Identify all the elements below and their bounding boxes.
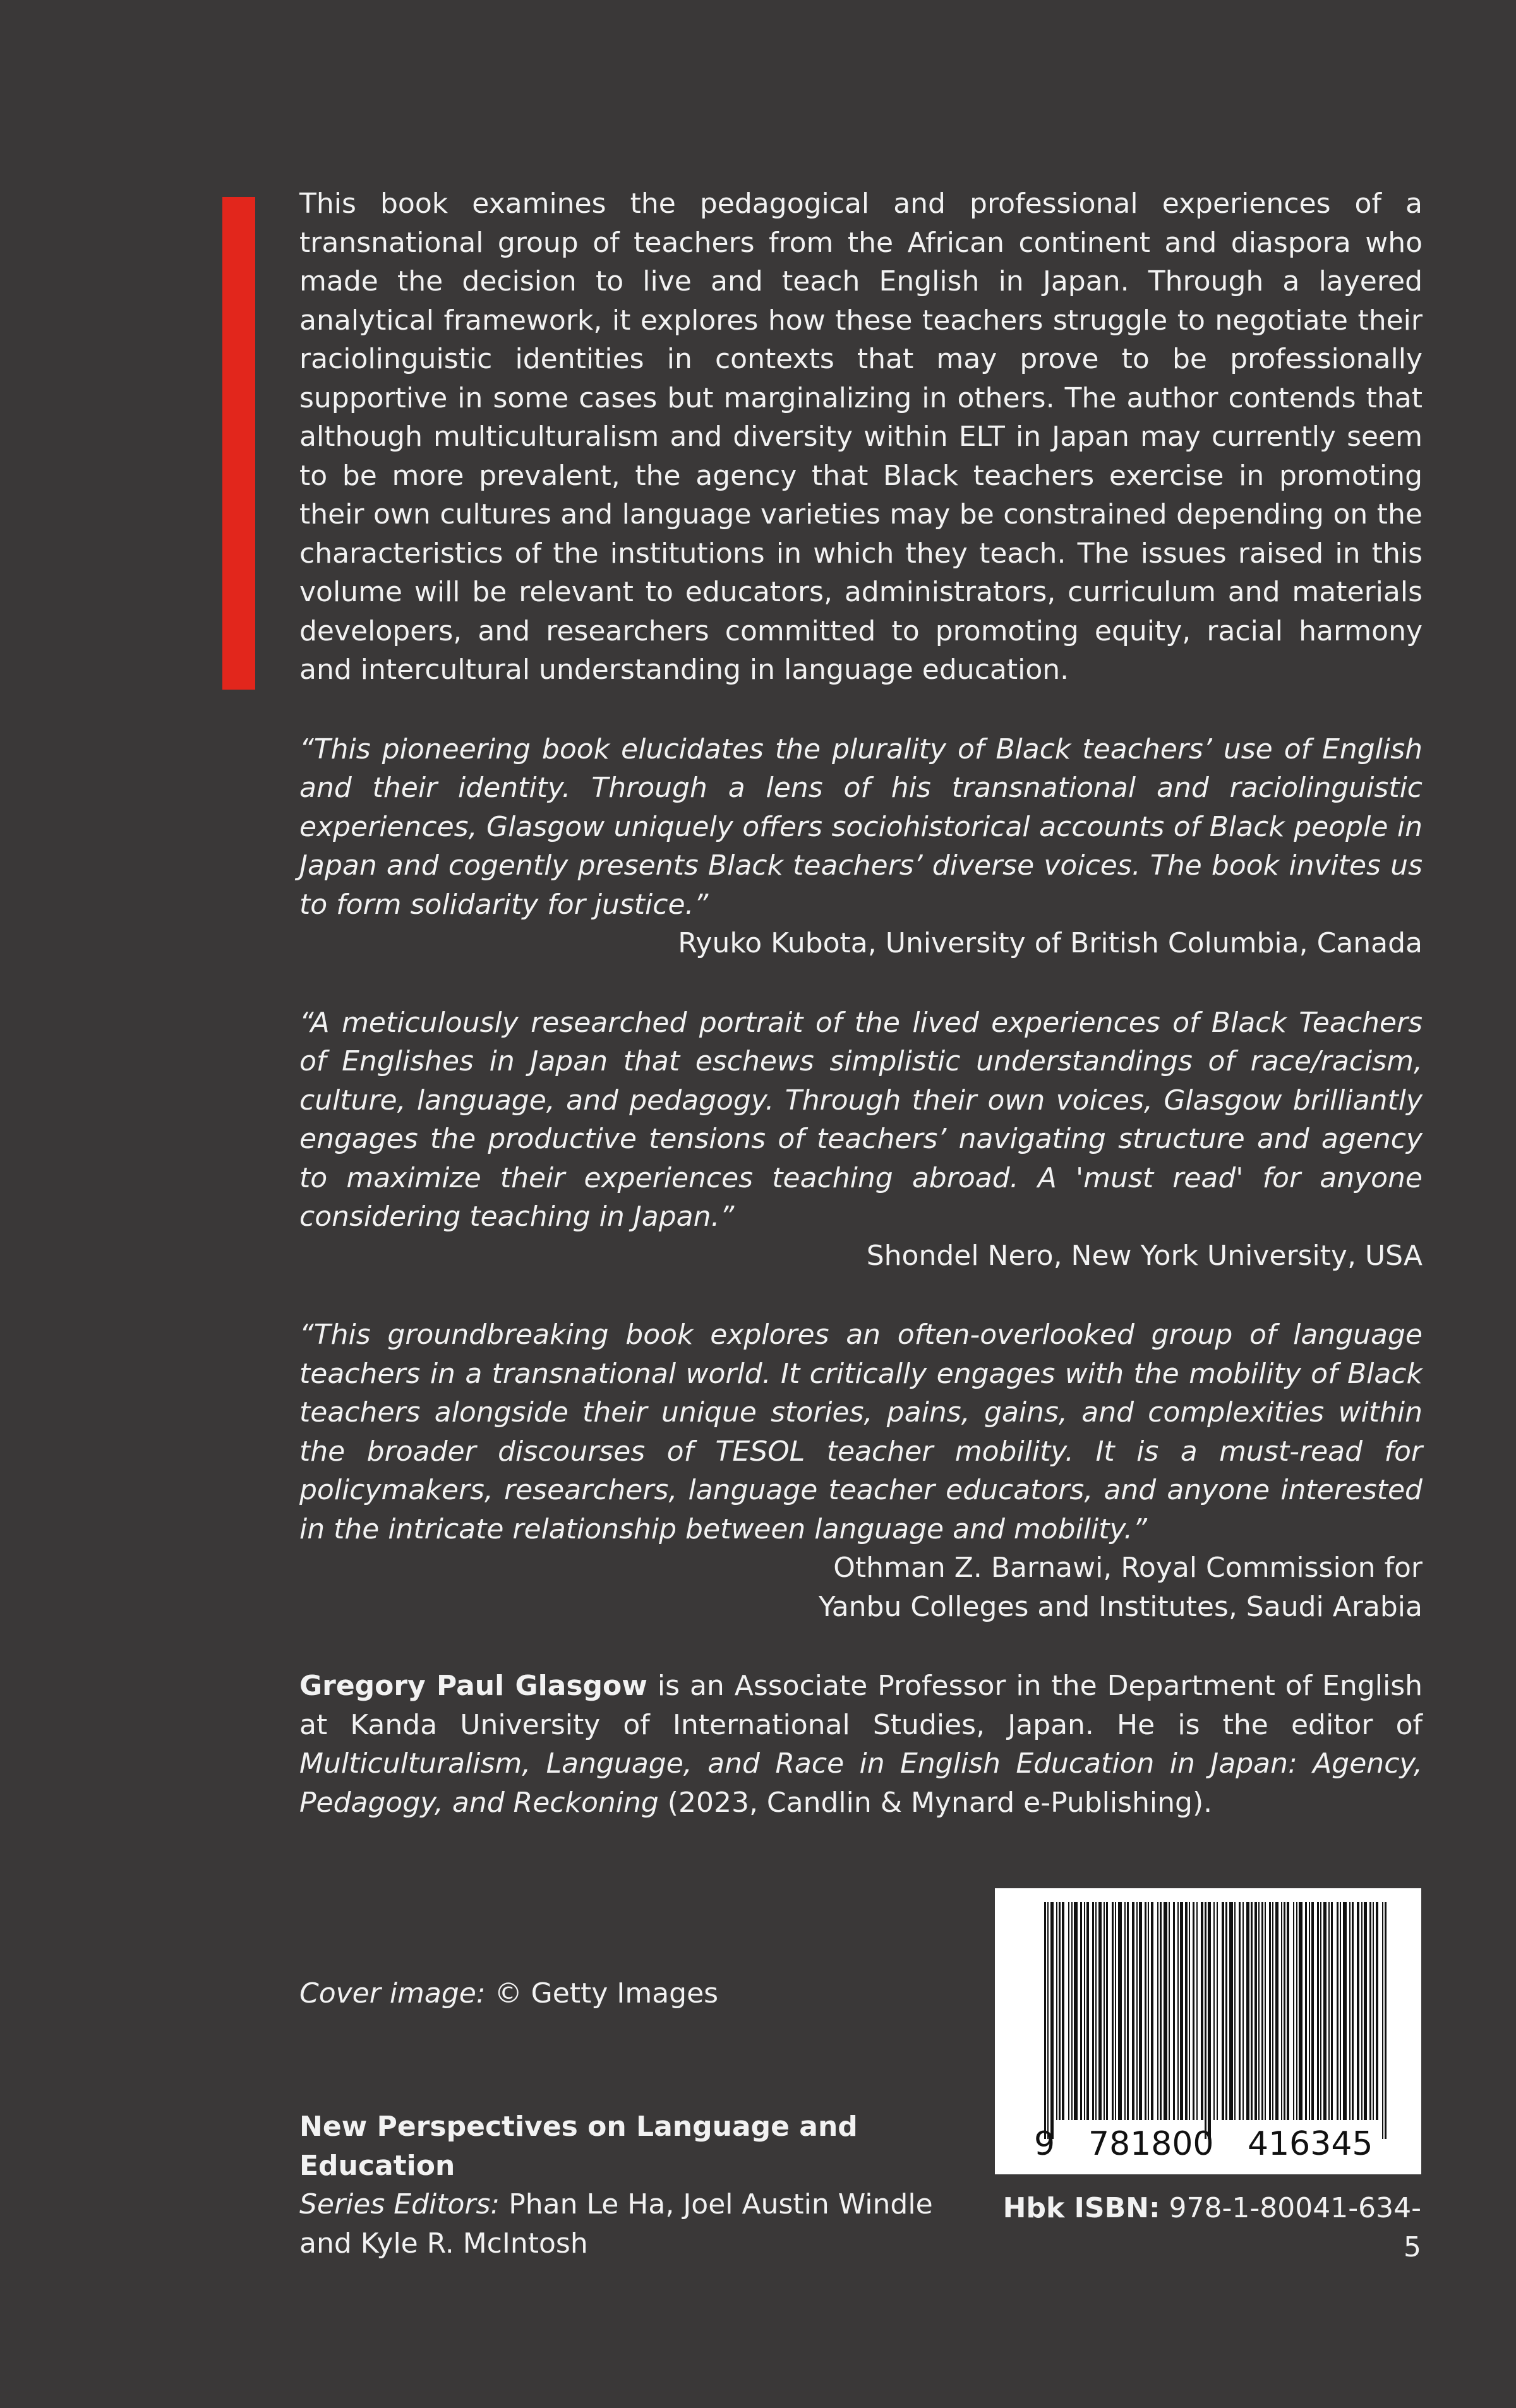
barcode-bar bbox=[1062, 1902, 1064, 2120]
endorsement-attribution: Shondel Nero, New York University, USA bbox=[866, 1239, 1423, 1272]
book-description: This book examines the pedagogical and professional experiences of a transnational group of teachers from the African continent and diaspora who made the decision to live and teach English in Japan. Through a layered analytical framework, it explores how these teachers struggle to negotiate their raciolinguistic identities in contexts that may prove to be professionally supportive in some cases but marginalizing in others. The author contends that although multiculturalism and diversity within ELT in Japan may currently seem to be more prevalent, the agency that Black teachers exercise in promoting their own cultures and language varieties may be constrained depending on the characteristics of the institutions in which they teach. The issues raised in this volume will be relevant to educators, administrators, curriculum and materials developers, and researchers committed to promoting equity, racial harmony and intercultural understanding in language education. bbox=[299, 188, 1423, 686]
barcode-bar bbox=[1349, 1902, 1351, 2120]
barcode-bar bbox=[1225, 1902, 1227, 2120]
cover-credit-label: Cover image: bbox=[299, 1977, 486, 2010]
series-editors-names: Phan Le Ha, Joel Austin Windle bbox=[500, 2188, 933, 2220]
barcode-bar bbox=[1275, 1902, 1278, 2120]
barcode-bar bbox=[1056, 1902, 1057, 2120]
endorsement-attribution: Ryuko Kubota, University of British Columbia, Canada bbox=[678, 927, 1423, 959]
barcode-bar bbox=[1343, 1902, 1347, 2120]
barcode-bar bbox=[1311, 1902, 1314, 2120]
barcode-digits bbox=[995, 2125, 1421, 2167]
barcode-digit-lead: 9 bbox=[1034, 2125, 1056, 2163]
endorsement-1 bbox=[299, 730, 1423, 963]
barcode-bar bbox=[1239, 1902, 1241, 2120]
series-editors-line-1 bbox=[299, 2185, 963, 2224]
barcode-bar bbox=[1160, 1902, 1162, 2120]
barcode-bar bbox=[1115, 1902, 1116, 2120]
barcode bbox=[995, 1888, 1421, 2174]
bio-text-1: is an Associate Professor in the Department of English at Kanda University of International Studies, Japan. He is the editor of bbox=[299, 1670, 1423, 1741]
barcode-bar bbox=[1044, 1902, 1046, 2139]
barcode-bar bbox=[1177, 1902, 1179, 2120]
barcode-bar bbox=[1145, 1902, 1146, 2120]
barcode-bar bbox=[1357, 1902, 1359, 2120]
barcode-bar bbox=[1164, 1902, 1167, 2120]
series-info bbox=[299, 2107, 963, 2263]
series-editors-label: Series Editors: bbox=[299, 2188, 500, 2220]
series-title: New Perspectives on Language and Education bbox=[299, 2111, 858, 2182]
barcode-bar bbox=[1104, 1902, 1105, 2120]
barcode-bar bbox=[1261, 1902, 1263, 2120]
barcode-bar bbox=[1299, 1902, 1302, 2120]
barcode-bar bbox=[1059, 1902, 1061, 2120]
barcode-bar bbox=[1229, 1902, 1233, 2120]
barcode-bar bbox=[1246, 1902, 1249, 2120]
cover-credit-value: © Getty Images bbox=[485, 1977, 719, 2010]
barcode-bar bbox=[1151, 1902, 1153, 2120]
barcode-bar bbox=[1068, 1902, 1069, 2120]
barcode-bar bbox=[1189, 1902, 1190, 2120]
endorsement-attribution-line-1: Othman Z. Barnawi, Royal Commission for bbox=[833, 1552, 1423, 1584]
edited-book-title: Multiculturalism, Language, and Race in English Education in Japan: Agency, Pedagogy, and Reckoning bbox=[299, 1747, 1423, 1819]
barcode-bar bbox=[1136, 1902, 1138, 2120]
author-name: Gregory Paul Glasgow bbox=[299, 1670, 647, 1702]
barcode-digit-group-2: 416345 bbox=[1248, 2125, 1373, 2163]
endorsement-quote: “A meticulously researched portrait of the lived experiences of Black Teachers of Englishes in Japan that eschews simplistic understandings of race/racism, culture, language, and pedagogy. Through their own voices, Glasgow brilliantly engages the productive tensions of teachers’ navigating structure and agency to maximize their experiences teaching abroad. A 'must read' for anyone considering teaching in Japan.” bbox=[299, 1006, 1423, 1233]
endorsement-quote: “This pioneering book elucidates the plurality of Black teachers’ use of English and their identity. Through a lens of his transnational and raciolinguistic experiences, Glasgow uniquely offers sociohistorical accounts of Black people in Japan and cogently presents Black teachers’ diverse voices. The book invites us to form solidarity for justice.” bbox=[299, 733, 1423, 921]
barcode-bar bbox=[1272, 1902, 1273, 2120]
barcode-bar bbox=[1309, 1902, 1310, 2120]
barcode-bar bbox=[1265, 1902, 1266, 2120]
endorsement-3 bbox=[299, 1315, 1423, 1626]
barcode-bar bbox=[1095, 1902, 1097, 2120]
barcode-bar bbox=[1086, 1902, 1089, 2120]
barcode-bar bbox=[1361, 1902, 1363, 2120]
barcode-bar bbox=[1373, 1902, 1374, 2120]
barcode-bar bbox=[1320, 1902, 1321, 2120]
author-bio bbox=[299, 1667, 1423, 1822]
isbn bbox=[995, 2189, 1421, 2267]
barcode-bar bbox=[1382, 1902, 1383, 2139]
barcode-bar bbox=[1217, 1902, 1218, 2120]
barcode-bar bbox=[1185, 1902, 1188, 2120]
barcode-bar bbox=[1369, 1902, 1371, 2120]
barcode-bar bbox=[1050, 1902, 1054, 2139]
barcode-bar bbox=[1118, 1902, 1122, 2120]
barcode-bar bbox=[1139, 1902, 1142, 2120]
barcode-bar bbox=[1293, 1902, 1294, 2120]
barcode-bar bbox=[1132, 1902, 1134, 2120]
series-editors-line-2: and Kyle R. McIntosh bbox=[299, 2227, 588, 2260]
barcode-bar bbox=[1376, 1902, 1378, 2120]
barcode-bar bbox=[1074, 1902, 1078, 2120]
barcode-bar bbox=[1180, 1902, 1183, 2120]
barcode-bar bbox=[1364, 1902, 1367, 2120]
barcode-bar bbox=[1080, 1902, 1082, 2120]
endorsement-attribution-line-2: Yanbu Colleges and Institutes, Saudi Arabia bbox=[818, 1590, 1423, 1623]
barcode-bar bbox=[1208, 1902, 1211, 2139]
barcode-bar bbox=[1173, 1902, 1175, 2120]
barcode-bar bbox=[1284, 1902, 1285, 2120]
barcode-bar bbox=[1201, 1902, 1203, 2120]
barcode-bar bbox=[1157, 1902, 1158, 2120]
barcode-bar bbox=[1305, 1902, 1307, 2120]
barcode-bar bbox=[1234, 1902, 1236, 2120]
barcode-bar bbox=[1205, 1902, 1206, 2139]
barcode-digit-group-1: 781800 bbox=[1088, 2125, 1214, 2163]
barcode-bar bbox=[1098, 1902, 1102, 2120]
barcode-bar bbox=[1213, 1902, 1215, 2120]
barcode-bar bbox=[1084, 1902, 1085, 2120]
barcode-bar bbox=[1352, 1902, 1354, 2120]
cover-image-credit bbox=[299, 1974, 718, 2013]
endorsement-2 bbox=[299, 1003, 1423, 1276]
back-cover-text bbox=[299, 184, 1423, 1850]
barcode-bar bbox=[1222, 1902, 1224, 2120]
barcode-bar bbox=[1269, 1902, 1271, 2120]
barcode-bar bbox=[1331, 1902, 1333, 2120]
barcode-bar bbox=[1323, 1902, 1326, 2120]
barcode-bar bbox=[1317, 1902, 1319, 2120]
barcode-bar bbox=[1047, 1902, 1049, 2139]
bio-text-2: (2023, Candlin & Mynard e-Publishing). bbox=[658, 1786, 1213, 1819]
isbn-label: Hbk ISBN: bbox=[1002, 2192, 1160, 2224]
barcode-bar bbox=[1112, 1902, 1114, 2120]
barcode-bar bbox=[1296, 1902, 1297, 2120]
barcode-bar bbox=[1340, 1902, 1341, 2120]
barcode-bar bbox=[1258, 1902, 1260, 2120]
barcode-bar bbox=[1106, 1902, 1108, 2120]
red-accent-bar bbox=[222, 197, 255, 690]
barcode-bar bbox=[1287, 1902, 1289, 2120]
barcode-bar bbox=[1242, 1902, 1244, 2120]
barcode-bar bbox=[1385, 1902, 1387, 2139]
barcode-bar bbox=[1169, 1902, 1170, 2120]
barcode-bar bbox=[1337, 1902, 1339, 2120]
barcode-bar bbox=[1193, 1902, 1194, 2120]
endorsement-quote: “This groundbreaking book explores an often-overlooked group of language teachers in a transnational world. It critically engages with the mobility of Black teachers alongside their unique stories, pains, gains, and complexities within the broader discourses of TESOL teacher mobility. It is a must-read for policymakers, researchers, language teacher educators, and anyone interested in the intricate relationship between language and mobility.” bbox=[299, 1319, 1423, 1545]
barcode-bar bbox=[1092, 1902, 1094, 2120]
barcode-bar bbox=[1254, 1902, 1257, 2120]
barcode-bar bbox=[1127, 1902, 1129, 2120]
barcode-bar bbox=[1071, 1902, 1073, 2120]
barcode-bar bbox=[1328, 1902, 1330, 2120]
barcode-bar bbox=[1124, 1902, 1126, 2120]
barcode-bar bbox=[1281, 1902, 1282, 2120]
barcode-bar bbox=[1196, 1902, 1198, 2120]
barcode-bar bbox=[1148, 1902, 1149, 2120]
barcode-bar bbox=[1251, 1902, 1253, 2120]
isbn-number: 978-1-80041-634-5 bbox=[1160, 2192, 1421, 2263]
